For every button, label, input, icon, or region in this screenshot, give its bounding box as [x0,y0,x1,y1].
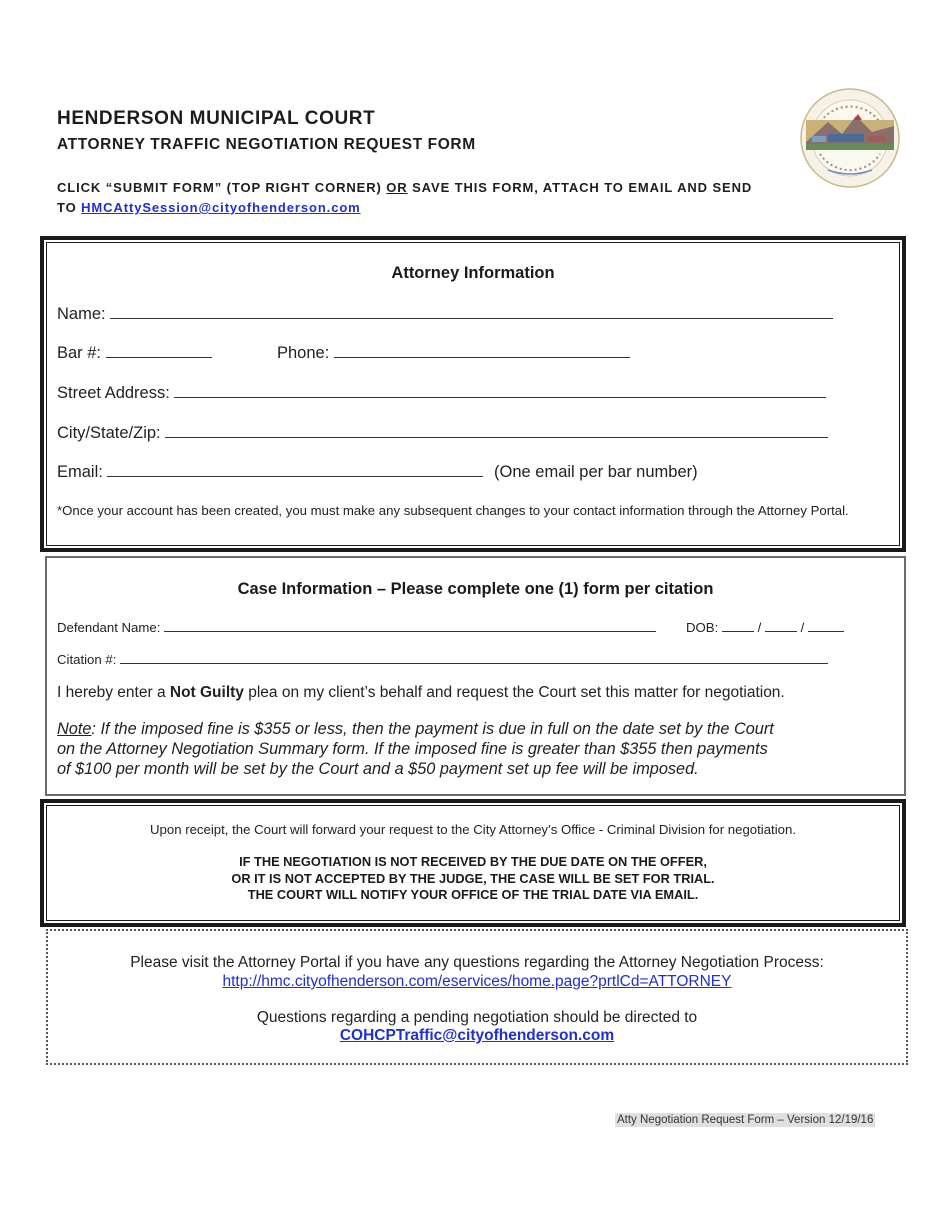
instruction-to: TO [57,200,82,215]
questions-email-row [48,1027,906,1045]
attorney-info-title: Attorney Information [391,264,555,282]
payment-note [57,719,897,779]
citation-number-field[interactable] [57,652,828,667]
email-input-line[interactable] [107,462,483,477]
citation-label: Citation #: [57,652,117,667]
form-title: ATTORNEY TRAFFIC NEGOTIATION REQUEST FORM [57,136,476,153]
dob-field[interactable] [686,620,844,635]
city-label: City/State/Zip: [57,424,161,442]
defendant-label: Defendant Name: [57,620,161,635]
receipt-text: Upon receipt, the Court will forward your request to the City Attorney’s Office - Criminal Division for negotiation. [150,822,796,837]
bar-number-field[interactable] [57,343,212,363]
plea-statement [57,684,785,702]
traffic-email-link[interactable]: COHCPTraffic@cityofhenderson.com [339,1027,615,1044]
city-seal-logo [798,86,902,190]
bar-label: Bar #: [57,344,102,362]
note-label: Note [57,720,92,738]
account-note: *Once your account has been created, you must make any subsequent changes to your contact information through the Attorney Portal. [57,503,849,518]
bar-input-line[interactable] [106,343,212,358]
plea-text: I hereby enter a [57,684,170,701]
email-field[interactable] [57,462,698,482]
city-input-line[interactable] [165,423,828,438]
email-note: (One email per bar number) [494,463,698,481]
street-input-line[interactable] [174,383,826,398]
defendant-name-field[interactable] [57,620,656,635]
attorney-portal-link[interactable]: http://hmc.cityofhenderson.com/eservices/home.page?prtlCd=ATTORNEY [222,973,732,990]
city-state-zip-field[interactable] [57,423,828,443]
dob-separator: / [757,620,762,635]
dob-label: DOB: [686,620,719,635]
case-info-title: Case Information – Please complete one (1) form per citation [237,580,714,598]
trial-warning [44,854,902,904]
warning-line-1: IF THE NEGOTIATION IS NOT RECEIVED BY THE DUE DATE ON THE OFFER, [239,854,707,869]
court-name: HENDERSON MUNICIPAL COURT [57,108,376,129]
instruction-text: CLICK “SUBMIT FORM” (TOP RIGHT CORNER) [57,180,387,195]
dob-year-line[interactable] [808,620,844,632]
portal-url-row [48,973,906,991]
submit-instructions [57,178,907,218]
street-label: Street Address: [57,384,170,402]
session-email-link[interactable]: HMCAttySession@cityofhenderson.com [81,200,361,215]
dob-month-line[interactable] [722,620,754,632]
instruction-or: OR [386,180,408,195]
note-line-2: on the Attorney Negotiation Summary form. If the imposed fine is greater than $355 then payments [57,740,768,758]
phone-field[interactable] [277,343,630,363]
dob-day-line[interactable] [765,620,797,632]
note-line-3: of $100 per month will be set by the Court and a $50 payment set up fee will be imposed. [57,760,699,778]
email-label: Email: [57,463,103,481]
phone-input-line[interactable] [334,343,630,358]
phone-label: Phone: [277,344,330,362]
case-information-section [45,556,906,796]
form-version: Atty Negotiation Request Form – Version 12/19/16 [617,1114,874,1126]
processing-notice-section [40,799,906,927]
dob-separator: / [800,620,805,635]
questions-text: Questions regarding a pending negotiation should be directed to [256,1009,698,1026]
street-address-field[interactable] [57,383,826,403]
instruction-text-2: SAVE THIS FORM, ATTACH TO EMAIL AND SEND [407,180,753,195]
warning-line-2: OR IT IS NOT ACCEPTED BY THE JUDGE, THE CASE WILL BE SET FOR TRIAL. [231,870,715,886]
note-line-1: : If the imposed fine is $355 or less, then the payment is due in full on the date set by the Court [91,720,774,738]
defendant-input-line[interactable] [164,620,656,632]
portal-contact-section [46,929,908,1065]
attorney-information-section [40,236,906,552]
name-input-line[interactable] [110,304,833,319]
attorney-name-field[interactable] [57,304,833,324]
not-guilty-text: Not Guilty [169,684,244,701]
name-label: Name: [57,305,106,323]
citation-input-line[interactable] [120,652,828,664]
portal-visit-text: Please visit the Attorney Portal if you have any questions regarding the Attorney Negotiation Process: [130,954,824,971]
plea-text-2: plea on my client’s behalf and request the Court set this matter for negotiation. [243,684,785,701]
warning-line-3: THE COURT WILL NOTIFY YOUR OFFICE OF THE TRIAL DATE VIA EMAIL. [247,887,699,902]
